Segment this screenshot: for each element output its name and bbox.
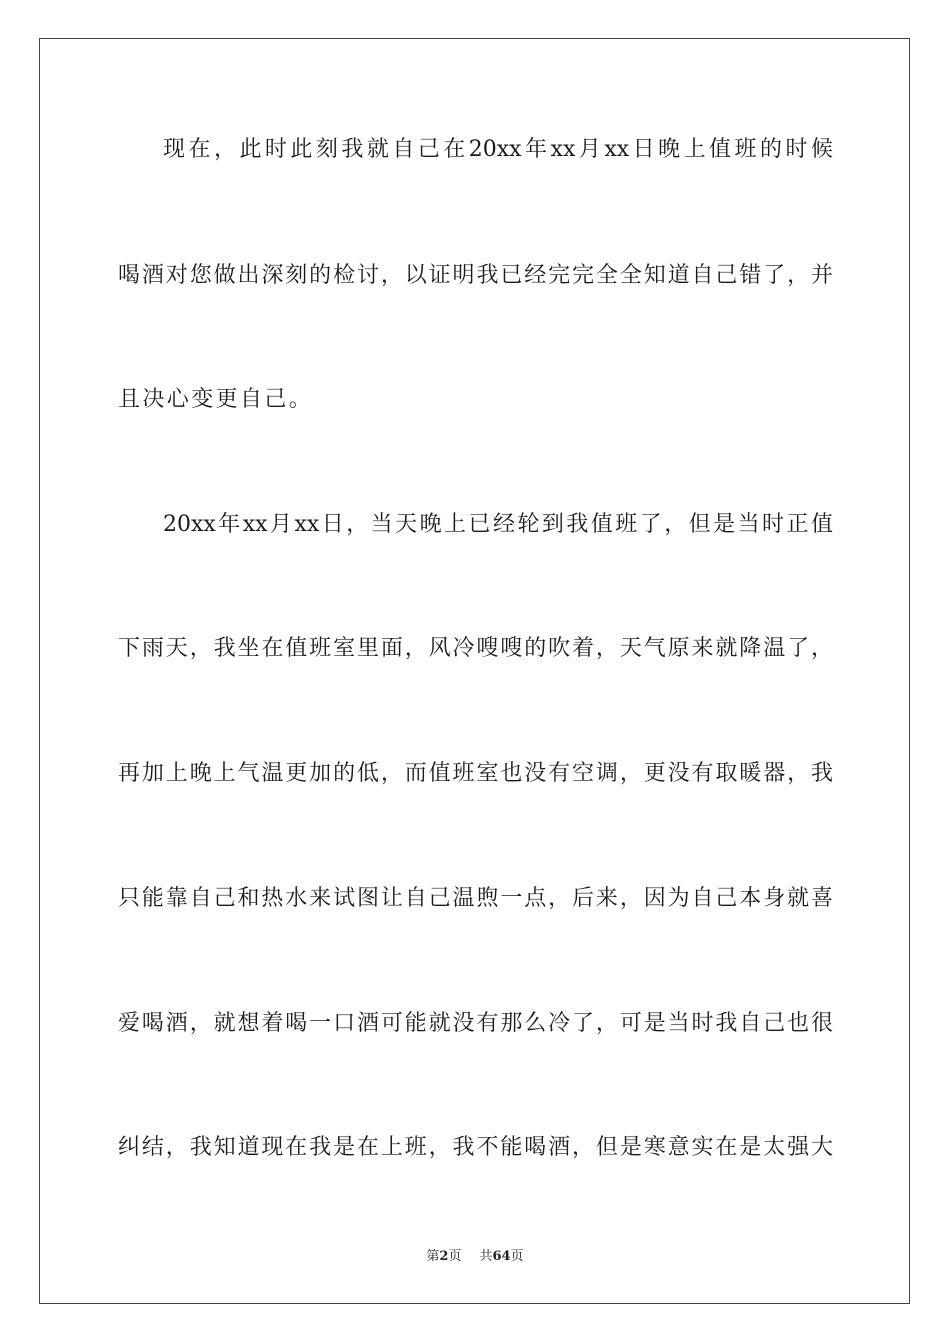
paragraph-2-line-5: 爱喝酒，就想着喝一口酒可能就没有那么冷了，可是当时我自己也很: [118, 1011, 833, 1036]
page-footer: [0, 1248, 950, 1266]
paragraph-2-line-3: 再加上晚上气温更加的低，而值班室也没有空调，更没有取暖器，我: [118, 761, 833, 786]
page-total-count: 64: [492, 1249, 511, 1264]
paragraph-2-line-1: 20xx年xx月xx日，当天晚上已经轮到我值班了，但是当时正值: [163, 512, 833, 537]
paragraph-2-line-4: 只能靠自己和热水来试图让自己温煦一点，后来，因为自己本身就喜: [118, 886, 833, 911]
paragraph-2-line-2: 下雨天，我坐在值班室里面，风冷嗖嗖的吹着，天气原来就降温了，: [118, 636, 833, 661]
paragraph-2-line-6: 纠结，我知道现在我是在上班，我不能喝酒，但是寒意实在是太强大: [118, 1135, 833, 1160]
page-total-prefix: 共: [479, 1249, 493, 1264]
page-number-current: 2: [439, 1249, 449, 1264]
page-number-suffix: 页: [448, 1249, 462, 1264]
page-border: [39, 38, 910, 1304]
paragraph-1-line-1: 现在，此时此刻我就自己在20xx年xx月xx日晚上值班的时候: [163, 137, 833, 162]
page-number-prefix: 第: [426, 1249, 440, 1264]
page-total-suffix: 页: [510, 1249, 524, 1264]
paragraph-1-line-2: 喝酒对您做出深刻的检讨，以证明我已经完完全全知道自己错了，并: [118, 263, 833, 288]
paragraph-1-line-3: 且决心变更自己。: [118, 387, 314, 412]
